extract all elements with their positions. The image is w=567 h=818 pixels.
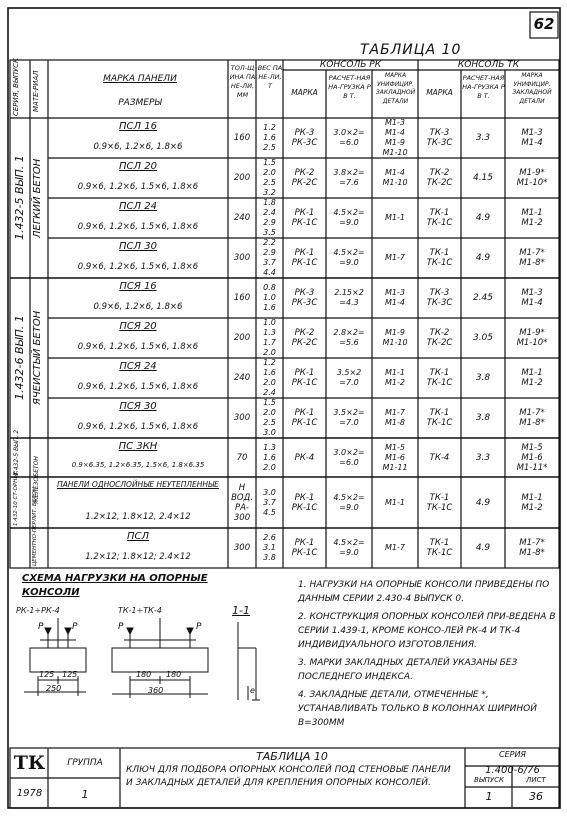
dim-180a: 180 <box>136 670 152 679</box>
cell-weight: 1.2 1.6 2.5 <box>263 123 276 152</box>
header-material: МАТЕ-РИАЛ <box>32 70 40 112</box>
cell-thickness: 160 <box>233 133 251 143</box>
cell-rk-mark: РК-4 <box>294 452 315 463</box>
group-material-2: ЯЧЕИСТЫЙ БЕТОН <box>32 310 43 406</box>
cell-tk-mark: ТК-4 <box>429 452 450 463</box>
cell-rk-mark: РК-1 РК-1С <box>291 248 318 268</box>
panel-mark: ПС 3КН <box>118 441 158 452</box>
cell-rk-load: 2.15×2 =4.3 <box>334 288 364 307</box>
panel-sizes: 0.9×6, 1.2×6, 1.8×6 <box>93 302 183 312</box>
series-label: СЕРИЯ <box>498 750 526 759</box>
year: 1978 <box>16 788 43 799</box>
cell-weight: 1.2 1.6 2.0 2.4 <box>263 358 276 397</box>
panel-mark: ПСЛ 24 <box>119 201 157 212</box>
panel-mark: ПСЛ 16 <box>119 121 157 132</box>
cell-rk-mark: РК-3 РК-3С <box>291 128 318 148</box>
cell-tk-embed: М1-9* М1-10* <box>516 168 548 188</box>
cell-thickness: 240 <box>233 213 251 223</box>
panel-sizes: 0.9×6, 1.2×6, 1.5×6, 1.8×6 <box>77 422 199 432</box>
cell-rk-embed: М1-4 М1-10 <box>382 168 408 187</box>
scheme-title: СХЕМА НАГРУЗКИ НА ОПОРНЫЕ КОНСОЛИ <box>22 573 208 598</box>
cell-tk-load: 3.8 <box>475 373 491 383</box>
cell-tk-load: 3.3 <box>475 452 491 463</box>
cell-tk-mark: ТК-2 ТК-2С <box>426 168 453 188</box>
cell-thickness: Н ВОД. РА- 300 <box>231 482 253 523</box>
group-material-3: ЖЕЛЕЗОБЕТОН <box>33 456 40 504</box>
cell-tk-load: 4.9 <box>475 213 491 223</box>
dim-125b: 125 <box>62 670 78 679</box>
cell-rk-embed: М1-1 М1-2 <box>385 368 405 387</box>
scheme-p-mid2: P <box>196 622 202 632</box>
header-sizes: РАЗМЕРЫ <box>118 98 162 108</box>
cell-weight: 3.0 3.7 4.5 <box>263 487 276 517</box>
cell-weight: 1.3 1.6 2.0 <box>263 442 276 472</box>
panel-mark: ПСЯ 20 <box>119 321 157 332</box>
cell-rk-load: 4.5×2= =9.0 <box>333 492 365 512</box>
cell-tk-embed: М1-1 М1-2 <box>521 492 543 513</box>
notes <box>298 578 556 730</box>
cell-thickness: 160 <box>233 293 251 303</box>
cell-thickness: 70 <box>236 452 248 463</box>
cell-rk-mark: РК-2 РК-2С <box>291 328 318 348</box>
dim-250: 250 <box>46 684 62 693</box>
logo-tk: ТК <box>13 752 46 774</box>
note-3: 3. МАРКИ ЗАКЛАДНЫХ ДЕТАЛЕЙ УКАЗАНЫ БЕЗ ПОСЛЕДНЕГО ИНДЕКСА. <box>298 658 518 682</box>
cell-tk-mark: ТК-3 ТК-3С <box>426 288 453 308</box>
header-rk-embed: МАРКА УНИФИЦИР. ЗАКЛАДНОЙ ДЕТАЛИ <box>375 72 416 105</box>
cell-thickness: 200 <box>233 333 251 343</box>
cell-thickness: 300 <box>233 253 251 263</box>
cell-rk-mark: РК-3 РК-3С <box>291 288 318 308</box>
series-value: 1.400-6/76 <box>485 765 540 776</box>
cell-tk-load: 2.45 <box>472 293 494 303</box>
panel-sizes: 0.9×6, 1.2×6, 1.5×6, 1.8×6 <box>77 342 199 352</box>
cell-rk-embed: М1-7 <box>385 253 405 262</box>
cell-rk-mark: РК-1 РК-1С <box>291 368 318 388</box>
panel-sizes: 0.9×6, 1.2×6, 1.5×6, 1.8×6 <box>77 182 199 192</box>
cell-tk-mark: ТК-1 ТК-1С <box>426 492 453 513</box>
header-tk-load: РАСЧЕТ-НАЯ НА-ГРУЗКА Р В Т. <box>462 74 505 100</box>
cell-tk-load: 4.9 <box>475 543 491 553</box>
cell-tk-load: 4.9 <box>475 253 491 263</box>
scheme-section-label: 1-1 <box>232 604 250 617</box>
cell-tk-mark: ТК-1 ТК-1С <box>426 248 453 268</box>
cell-tk-embed: М1-1 М1-2 <box>521 368 543 388</box>
scheme-p-left1: P <box>38 622 44 632</box>
cell-rk-embed: М1-7 <box>385 543 405 552</box>
cell-rk-embed: М1-9 М1-10 <box>382 328 408 347</box>
cell-rk-mark: РК-1 РК-1С <box>291 408 318 428</box>
group-label: ГРУППА <box>67 758 103 768</box>
cell-rk-load: 3.8×2= =7.6 <box>333 168 365 187</box>
group-material-5: ЦЕМЕНТНО-ПЕРЛИТ. БЕТОН <box>32 486 38 566</box>
header-series: СЕРИЯ, ВЫПУСК <box>12 58 20 116</box>
panel-sizes: 0.9×6, 1.2×6, 1.5×6, 1.8×6 <box>77 222 199 232</box>
group-material-1: ЛЕГКИЙ БЕТОН <box>32 158 43 238</box>
cell-rk-load: 3.5×2= =7.0 <box>333 408 365 427</box>
cell-tk-embed: М1-1 М1-2 <box>521 208 543 228</box>
cell-tk-load: 3.8 <box>475 413 491 423</box>
cell-rk-load: 3.0×2= =6.0 <box>333 128 365 147</box>
panel-sizes: 0.9×6, 1.2×6, 1.5×6, 1.8×6 <box>77 382 199 392</box>
cell-tk-embed: М1-7* М1-8* <box>519 538 545 558</box>
panel-sizes: 0.9×6, 1.2×6, 1.8×6 <box>93 142 183 152</box>
cell-rk-load: 4.5×2= =9.0 <box>333 208 365 227</box>
cell-tk-mark: ТК-2 ТК-2С <box>426 328 453 348</box>
title-block-description: КЛЮЧ ДЛЯ ПОДБОРА ОПОРНЫХ КОНСОЛЕЙ ПОД СТЕНОВЫЕ ПАНЕЛИ И ЗАКЛАДНЫХ ДЕТАЛЕЙ ДЛЯ КРЕПЛЕНИЯ ОПОРНЫХ КОНСОЛЕЙ. <box>126 765 451 788</box>
scheme-p-left2: P <box>72 622 78 632</box>
cell-weight: 2.6 3.1 3.8 <box>263 533 276 562</box>
cell-weight: 1.8 2.4 2.9 3.5 <box>263 198 276 237</box>
cell-tk-embed: М1-9* М1-10* <box>516 328 548 348</box>
cell-tk-load: 4.9 <box>475 497 491 508</box>
scheme-mid-label: ТК-1÷ТК-4 <box>118 606 162 615</box>
table-caption: ТАБЛИЦА 10 <box>360 42 462 58</box>
scheme-p-mid1: P <box>118 622 124 632</box>
note-1: 1. НАГРУЗКИ НА ОПОРНЫЕ КОНСОЛИ ПРИВЕДЕНЫ ПО ДАННЫМ СЕРИИ 2.430-4 ВЫПУСК 0. <box>298 580 550 604</box>
cell-weight: 1.5 2.0 2.5 3.0 <box>263 398 276 437</box>
cell-tk-embed: М1-5 М1-6 М1-11* <box>516 442 548 473</box>
cell-weight: 2.2 2.9 3.7 4.4 <box>263 238 276 277</box>
sheet-label: ЛИСТ <box>526 776 546 784</box>
panel-mark: ПСЯ 16 <box>119 281 157 292</box>
header-console-rk: КОНСОЛЬ РК <box>319 60 382 70</box>
cell-rk-embed: М1-1 <box>385 497 405 507</box>
issue-label: ВЫПУСК <box>474 776 504 784</box>
cell-rk-load: 3.5×2 =7.0 <box>336 368 362 387</box>
panel-mark: ПСЯ 30 <box>119 401 157 412</box>
header-rk-mark: МАРКА <box>291 88 318 97</box>
panel-sizes: 1.2×12; 1.8×12; 2.4×12 <box>85 552 191 562</box>
cell-tk-embed: М1-7* М1-8* <box>519 408 545 428</box>
cell-tk-load: 3.3 <box>475 133 491 143</box>
cell-rk-embed: М1-1 <box>385 213 405 222</box>
dim-360: 360 <box>148 686 164 695</box>
cell-rk-mark: РК-1 РК-1С <box>291 492 318 513</box>
cell-rk-mark: РК-2 РК-2С <box>291 168 318 188</box>
cell-rk-embed: М1-3 М1-4 М1-9 М1-10 <box>382 118 408 157</box>
panel-mark: ПСЛ 20 <box>119 161 157 172</box>
sheet-value: 36 <box>529 790 543 803</box>
cell-weight: 1.5 2.0 2.5 3.2 <box>263 158 276 197</box>
cell-rk-mark: РК-1 РК-1С <box>291 538 318 558</box>
cell-tk-mark: ТК-1 ТК-1С <box>426 408 453 428</box>
cell-weight: 0.8 1.0 1.6 <box>263 283 276 312</box>
cell-rk-load: 4.5×2= =9.0 <box>333 248 365 267</box>
panel-sizes: 1.2×12, 1.8×12, 2.4×12 <box>85 512 191 522</box>
dim-e: e <box>250 686 255 695</box>
note-2: 2. КОНСТРУКЦИЯ ОПОРНЫХ КОНСОЛЕЙ ПРИ-ВЕДЕНА В СЕРИИ 1.439-1, КРОМЕ КОНСО-ЛЕЙ РК-4 И ТК-4 ИНДИВИДУАЛЬНОГО ИЗГОТОВЛЕНИЯ. <box>298 612 556 650</box>
title-block-table: ТАБЛИЦА 10 <box>256 750 328 763</box>
issue-value: 1 <box>485 790 493 803</box>
header-tk-embed: МАРКА УНИФИЦИР. ЗАКЛАДНОЙ ДЕТАЛИ <box>512 72 552 105</box>
header-rk-load: РАСЧЕТ-НАЯ НА-ГРУЗКА Р В Т. <box>328 74 371 100</box>
cell-tk-embed: М1-7* М1-8* <box>519 248 545 268</box>
cell-tk-load: 4.15 <box>472 173 494 183</box>
cell-thickness: 300 <box>233 413 251 423</box>
cell-tk-mark: ТК-3 ТК-3С <box>426 128 453 148</box>
group-series-2: 1.432-6 ВЫП. 1 <box>13 315 26 401</box>
header-weight: ВЕС ПАНЕ-ЛИ, Т <box>257 64 283 90</box>
cell-rk-embed: М1-7 М1-8 <box>385 408 405 427</box>
header-tk-mark: МАРКА <box>426 88 453 97</box>
panel-mark: ПСЯ 24 <box>119 361 157 372</box>
cell-rk-embed: М1-5 М1-6 М1-11 <box>382 442 408 472</box>
header-console-tk: КОНСОЛЬ ТК <box>457 60 520 70</box>
cell-rk-load: 4.5×2= =9.0 <box>333 538 365 557</box>
group-series-4: 1.432-10 СТ-ОРНЫЕ <box>13 470 19 526</box>
dim-125a: 125 <box>39 670 55 679</box>
cell-tk-mark: ТК-1 ТК-1С <box>426 208 453 228</box>
panel-mark: ПСЛ 30 <box>119 241 157 252</box>
header-thickness: ТОЛ-ЩИНА ПАНЕ-ЛИ, ММ <box>229 64 256 99</box>
cell-tk-mark: ТК-1 ТК-1С <box>426 538 453 558</box>
group-series-3: 1.432-5 ВЫП. 2 <box>13 429 20 476</box>
cell-tk-load: 3.05 <box>472 333 494 343</box>
cell-thickness: 300 <box>233 543 251 553</box>
cell-tk-mark: ТК-1 ТК-1С <box>426 368 453 388</box>
cell-rk-mark: РК-1 РК-1С <box>291 208 318 228</box>
page-number: 62 <box>533 15 555 33</box>
cell-weight: 1.0 1.3 1.7 2.0 <box>263 318 276 357</box>
panel-mark: ПАНЕЛИ ОДНОСЛОЙНЫЕ НЕУТЕПЛЕННЫЕ <box>57 480 219 489</box>
cell-tk-embed: М1-3 М1-4 <box>521 288 543 308</box>
group-series-1: 1.432-5 ВЫП. 1 <box>13 155 26 241</box>
cell-rk-load: 2.8×2= =5.6 <box>333 328 365 347</box>
panel-sizes: 0.9×6.35, 1.2×6.35, 1.5×6, 1.8×6.35 <box>71 461 205 469</box>
panel-mark: ПСЛ <box>126 531 150 542</box>
dim-180b: 180 <box>166 670 182 679</box>
note-4: 4. ЗАКЛАДНЫЕ ДЕТАЛИ, ОТМЕЧЕННЫЕ *, УСТАНАВЛИВАТЬ ТОЛЬКО В КОЛОННАХ ШИРИНОЙ B=300ММ <box>298 690 537 728</box>
panel-sizes: 0.9×6, 1.2×6, 1.5×6, 1.8×6 <box>77 262 199 272</box>
cell-thickness: 240 <box>233 373 251 383</box>
header-panel-mark: МАРКА ПАНЕЛИ <box>103 74 177 84</box>
cell-tk-embed: М1-3 М1-4 <box>521 128 543 148</box>
scheme-left-label: РК-1÷РК-4 <box>16 606 60 615</box>
cell-thickness: 200 <box>233 173 251 183</box>
cell-rk-embed: М1-3 М1-4 <box>385 288 405 307</box>
cell-rk-load: 3.0×2= =6.0 <box>333 447 365 467</box>
group-value: 1 <box>81 788 89 801</box>
